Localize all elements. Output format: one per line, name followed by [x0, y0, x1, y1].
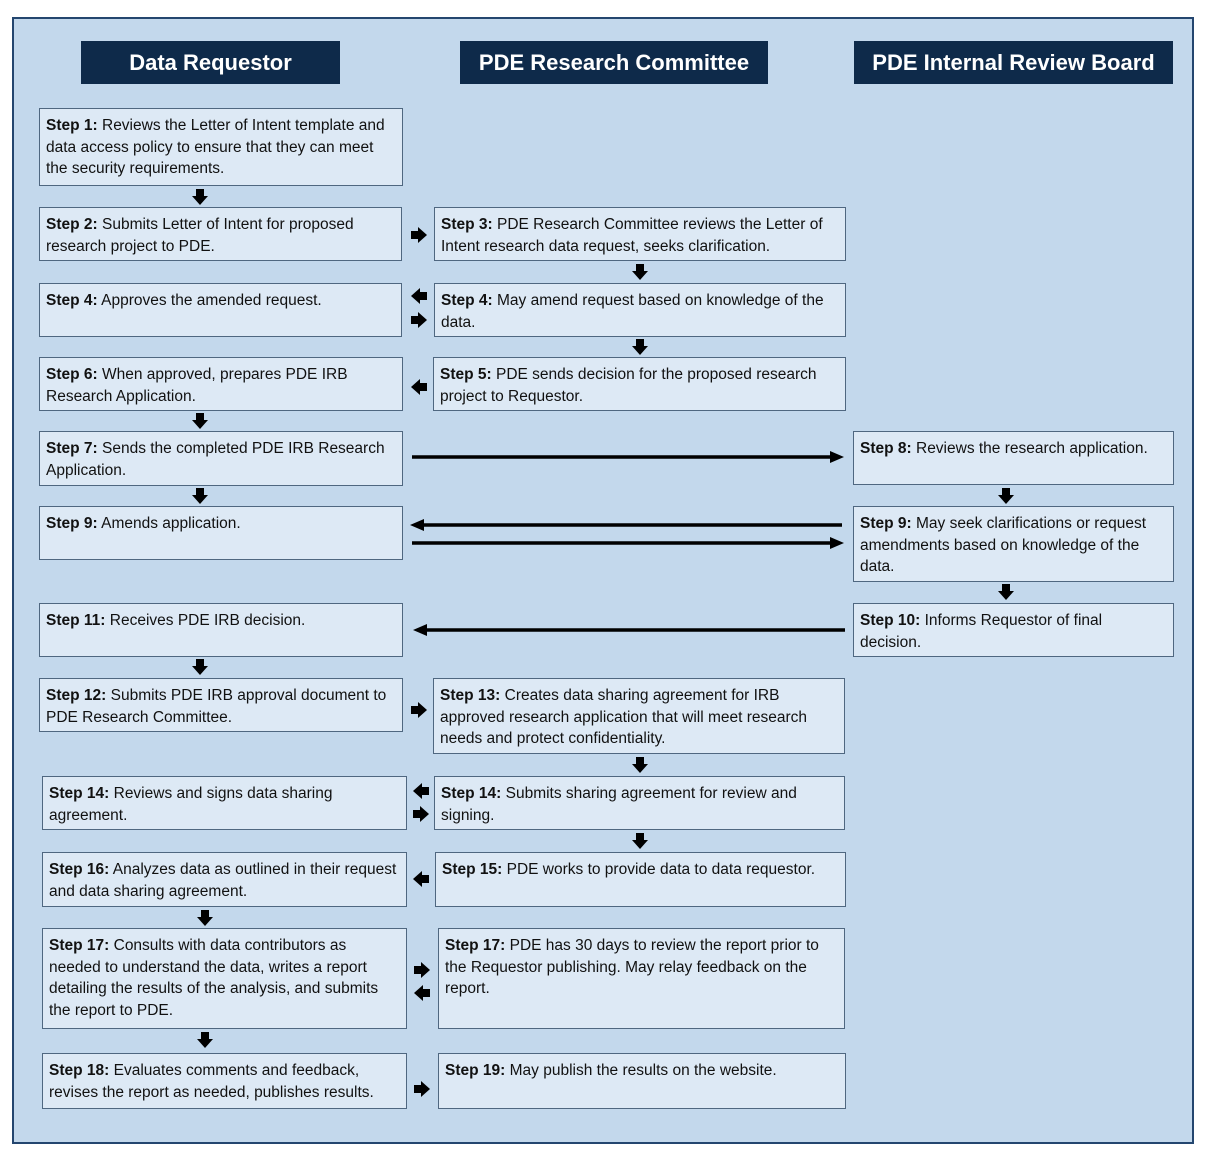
- step-label: Step 18:: [49, 1062, 110, 1079]
- step-label: Step 7:: [46, 440, 98, 457]
- arrow-right-icon: [413, 806, 429, 822]
- arrow-down-icon: [632, 264, 648, 280]
- step-text: PDE has 30 days to review the report prior to the Requestor publishing. May relay feedback on the report.: [445, 937, 819, 997]
- step-17-requestor-box: [42, 928, 407, 1029]
- step-9-requestor-box: [39, 506, 403, 560]
- arrow-down-icon: [998, 584, 1014, 600]
- step-text: Amends application.: [97, 515, 241, 532]
- arrow-down-icon: [192, 413, 208, 429]
- step-2-box: [39, 207, 402, 261]
- arrow-left-icon: [411, 288, 427, 304]
- arrow-right-icon: [414, 1081, 430, 1097]
- long-arrow-right-icon: [412, 450, 844, 464]
- step-14-committee-box: [434, 776, 845, 830]
- header-label: PDE Research Committee: [478, 49, 750, 75]
- step-text: Consults with data contributors as needed to understand the data, writes a report detailing the results of the analysis, and submits the report to PDE.: [49, 937, 379, 1019]
- step-label: Step 8:: [860, 440, 912, 457]
- arrow-right-icon: [411, 227, 427, 243]
- step-label: Step 14:: [49, 785, 110, 802]
- arrow-down-icon: [632, 757, 648, 773]
- step-label: Step 17:: [49, 937, 110, 954]
- step-text: PDE works to provide data to data requestor.: [502, 861, 816, 878]
- arrow-down-icon: [192, 659, 208, 675]
- header-research-committee: [460, 41, 768, 84]
- step-17-committee-box: [438, 928, 845, 1029]
- step-label: Step 9:: [46, 515, 98, 532]
- arrow-left-icon: [411, 379, 427, 395]
- step-text: Reviews and signs data sharing agreement.: [49, 785, 333, 824]
- step-label: Step 10:: [860, 612, 921, 629]
- step-7-box: [39, 431, 403, 486]
- step-label: Step 11:: [46, 612, 106, 629]
- step-label: Step 5:: [440, 366, 492, 383]
- step-label: Step 4:: [46, 292, 98, 309]
- step-text: Submits sharing agreement for review and signing.: [441, 785, 797, 824]
- step-text: Evaluates comments and feedback, revises the report as needed, publishes results.: [49, 1062, 374, 1101]
- step-14-requestor-box: [42, 776, 407, 830]
- header-label: PDE Internal Review Board: [872, 49, 1155, 75]
- step-label: Step 1:: [46, 117, 98, 134]
- arrow-down-icon: [197, 1032, 213, 1048]
- step-text: When approved, prepares PDE IRB Research Application.: [46, 366, 348, 405]
- step-text: PDE Research Committee reviews the Letter of Intent research data request, seeks clarification.: [441, 216, 823, 255]
- step-label: Step 19:: [445, 1062, 506, 1079]
- step-12-box: [39, 678, 403, 732]
- step-label: Step 6:: [46, 366, 98, 383]
- arrow-down-icon: [632, 339, 648, 355]
- step-label: Step 9:: [860, 515, 912, 532]
- step-text: Reviews the Letter of Intent template and data access policy to ensure that they can meet the security requirements.: [46, 117, 385, 177]
- step-label: Step 12:: [46, 687, 107, 704]
- step-text: May seek clarifications or request amendments based on knowledge of the data.: [860, 515, 1147, 575]
- long-arrow-left-icon: [413, 623, 845, 637]
- step-label: Step 15:: [442, 861, 503, 878]
- step-label: Step 2:: [46, 216, 98, 233]
- step-text: Informs Requestor of final decision.: [860, 612, 1103, 651]
- step-16-box: [42, 852, 407, 907]
- step-6-box: [39, 357, 403, 411]
- step-text: Submits PDE IRB approval document to PDE Research Committee.: [46, 687, 387, 726]
- header-data-requestor: [81, 41, 340, 84]
- step-18-box: [42, 1053, 407, 1109]
- step-4-requestor-box: [39, 283, 402, 337]
- step-text: May amend request based on knowledge of the data.: [441, 292, 824, 331]
- step-1-box: [39, 108, 403, 186]
- step-label: Step 14:: [441, 785, 502, 802]
- step-text: Sends the completed PDE IRB Research Application.: [46, 440, 385, 479]
- step-text: Creates data sharing agreement for IRB approved research application that will meet research needs and protect confidentiality.: [440, 687, 808, 747]
- step-9-irb-box: [853, 506, 1174, 582]
- arrow-left-icon: [414, 985, 430, 1001]
- long-arrow-left-icon: [410, 518, 842, 532]
- step-5-box: [433, 357, 846, 411]
- step-label: Step 13:: [440, 687, 501, 704]
- step-10-box: [853, 603, 1174, 657]
- step-label: Step 16:: [49, 861, 110, 878]
- arrow-right-icon: [411, 702, 427, 718]
- step-19-box: [438, 1053, 846, 1109]
- long-arrow-right-icon: [412, 536, 844, 550]
- arrow-right-icon: [414, 962, 430, 978]
- arrow-down-icon: [998, 488, 1014, 504]
- step-label: Step 3:: [441, 216, 493, 233]
- step-text: Approves the amended request.: [97, 292, 322, 309]
- arrow-right-icon: [411, 312, 427, 328]
- header-label: Data Requestor: [129, 49, 292, 75]
- step-13-box: [433, 678, 845, 754]
- step-8-box: [853, 431, 1174, 485]
- step-text: Reviews the research application.: [911, 440, 1148, 457]
- step-text: Analyzes data as outlined in their request and data sharing agreement.: [49, 861, 397, 900]
- arrow-down-icon: [197, 910, 213, 926]
- arrow-down-icon: [192, 189, 208, 205]
- step-4-committee-box: [434, 283, 846, 337]
- step-15-box: [435, 852, 846, 907]
- arrow-left-icon: [413, 783, 429, 799]
- arrow-down-icon: [632, 833, 648, 849]
- step-text: Submits Letter of Intent for proposed research project to PDE.: [46, 216, 354, 255]
- step-11-box: [39, 603, 403, 657]
- step-3-box: [434, 207, 846, 261]
- step-text: Receives PDE IRB decision.: [105, 612, 306, 629]
- step-label: Step 17:: [445, 937, 506, 954]
- step-text: May publish the results on the website.: [505, 1062, 777, 1079]
- arrow-down-icon: [192, 488, 208, 504]
- step-label: Step 4:: [441, 292, 493, 309]
- step-text: PDE sends decision for the proposed research project to Requestor.: [440, 366, 817, 405]
- header-internal-review-board: [854, 41, 1173, 84]
- arrow-left-icon: [413, 871, 429, 887]
